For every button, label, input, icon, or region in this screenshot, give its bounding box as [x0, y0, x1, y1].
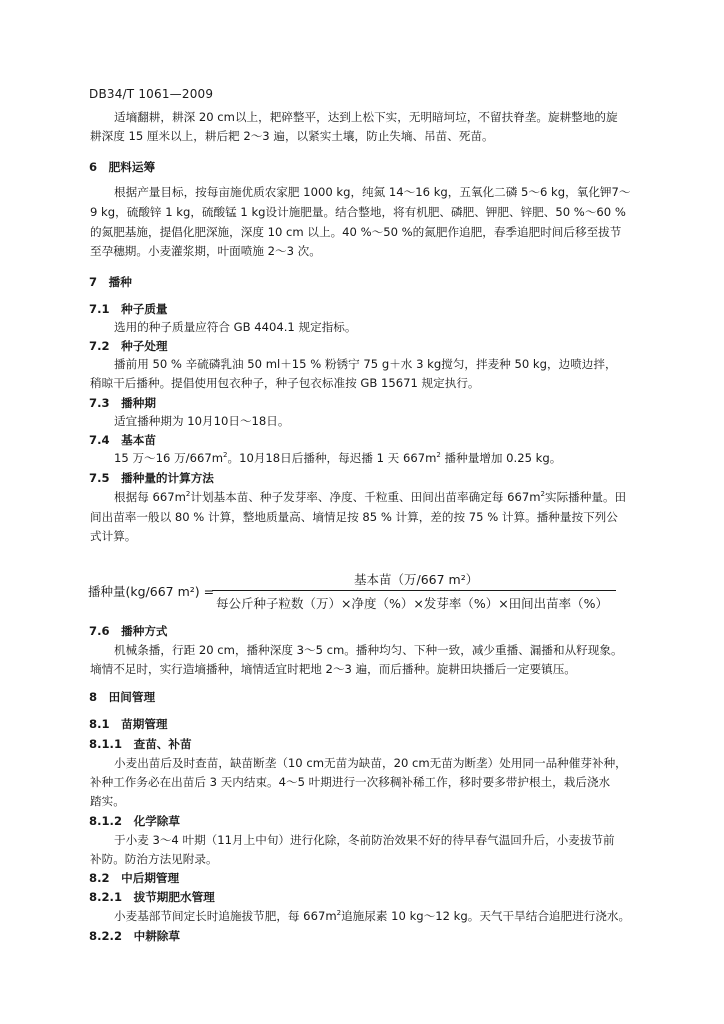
document-header-id: DB34/T 1061—2009 — [89, 87, 214, 101]
paragraph-line: 根据产量目标，按每亩施优质农家肥 1000 kg，纯氮 14～16 kg，五氧化二磷 5～6 kg，氧化钾7～ — [114, 185, 631, 199]
seeding-rate-formula — [88, 568, 648, 616]
paragraph-line: 墒情不足时，实行造墒播种，墒情适宜时耙地 2～3 遍，而后播种。旋耕田块播后一定要镇压。 — [90, 662, 576, 676]
paragraph-line: 小麦出苗后及时查苗，缺苗断垄（10 cm无苗为缺苗，20 cm无苗为断垄）处用同一品种催芽补种， — [114, 756, 627, 770]
paragraph-line: 适墒翻耕，耕深 20 cm以上，耙碎整平，达到上松下实，无明暗坷垃，不留扶脊垄。旋耕整地的旋 — [114, 110, 618, 124]
subsection-heading: 8.1 苗期管理 — [89, 717, 168, 731]
subsection-heading: 7.4 基本苗 — [89, 433, 156, 447]
paragraph-line: 9 kg，硫酸锌 1 kg，硫酸锰 1 kg设计施肥量。结合整地，将有机肥、磷肥、钾肥、锌肥、50 %～60 % — [90, 205, 626, 219]
section-heading: 8 田间管理 — [89, 690, 156, 704]
subsection-heading: 7.6 播种方式 — [89, 624, 168, 638]
paragraph-line: 适宜播种期为 10月10日～18日。 — [114, 414, 290, 428]
formula-numerator: 基本苗（万/667 m²） — [354, 572, 479, 587]
paragraph-line: 播前用 50 % 辛硫磷乳油 50 ml＋15 % 粉锈宁 75 g＋水 3 kg搅匀，拌麦种 50 kg，边喷边拌， — [114, 357, 617, 371]
paragraph-line: 间出苗率一般以 80 % 计算，整地质量高、墒情足按 85 % 计算，差的按 75 % 计算。播种量按下列公 — [90, 510, 618, 524]
paragraph-line: 的氮肥基施，提倡化肥深施，深度 10 cm 以上。40 %～50 %的氮肥作追肥，春季追肥时间后移至拔节 — [90, 225, 622, 239]
paragraph-line: 踏实。 — [90, 794, 125, 808]
section-heading: 7 播种 — [89, 275, 132, 289]
paragraph-line: 补防。防治方法见附录。 — [90, 852, 218, 866]
paragraph-line: 小麦基部节间定长时追施拔节肥，每 $667m^2$追施尿素 10 kg～12 kg。天气干旱结合追肥进行浇水。 — [114, 909, 631, 923]
section-heading: 6 肥料运筹 — [89, 160, 156, 174]
paragraph-line: 耕深度 15 厘米以上，耕后耙 2～3 遍，以紧实土壤，防止失墒、吊苗、死苗。 — [90, 129, 494, 143]
paragraph-line: 稍晾干后播种。提倡使用包衣种子，种子包衣标准按 GB 15671 规定执行。 — [90, 376, 480, 390]
subsection-heading: 8.2.2 中耕除草 — [89, 929, 180, 943]
paragraph-line: 机械条播，行距 20 cm，播种深度 3～5 cm。播种均匀、下种一致，减少重播、漏播和从籽现象。 — [114, 643, 623, 657]
paragraph-line: 选用的种子质量应符合 GB 4404.1 规定指标。 — [114, 320, 357, 334]
subsection-heading: 7.2 种子处理 — [89, 339, 168, 353]
subsection-heading: 8.1.1 查苗、补苗 — [89, 737, 192, 751]
formula-denominator: 每公斤种子粒数（万）×净度（%）×发芽率（%）×田间出苗率（%） — [216, 596, 609, 611]
paragraph-line: 根据每 $667m^2$计划基本苗、种子发芽率、净度、千粒重、田间出苗率确定每 $667m^2$实际播种量。田 — [114, 490, 627, 504]
subsection-heading: 7.1 种子质量 — [89, 302, 168, 316]
paragraph-line: 于小麦 3～4 叶期（11月上中旬）进行化除，冬前防治效果不好的待早春气温回升后，小麦拔节前 — [114, 833, 615, 847]
paragraph-line: 补种工作务必在出苗后 3 天内结束。4～5 叶期进行一次移稠补稀工作，移时要多带护根土，栽后浇水 — [90, 775, 611, 789]
fraction-bar — [212, 590, 616, 591]
paragraph-line: 式计算。 — [90, 529, 137, 543]
subsection-heading: 7.5 播种量的计算方法 — [89, 471, 214, 485]
paragraph-line: 15 万～16 万$/667m^2$。10月18日后播种，每迟播 1 天 $667m^2$ 播种量增加 0.25 kg。 — [114, 451, 562, 465]
subsection-heading: 8.2.1 拔节期肥水管理 — [89, 890, 215, 904]
subsection-heading: 7.3 播种期 — [89, 396, 156, 410]
subsection-heading: 8.2 中后期管理 — [89, 871, 180, 885]
formula-lhs: 播种量(kg/667 m²) = — [88, 584, 215, 599]
paragraph-line: 至孕穗期。小麦灌浆期，叶面喷施 2～3 次。 — [90, 244, 321, 258]
subsection-heading: 8.1.2 化学除草 — [89, 814, 180, 828]
